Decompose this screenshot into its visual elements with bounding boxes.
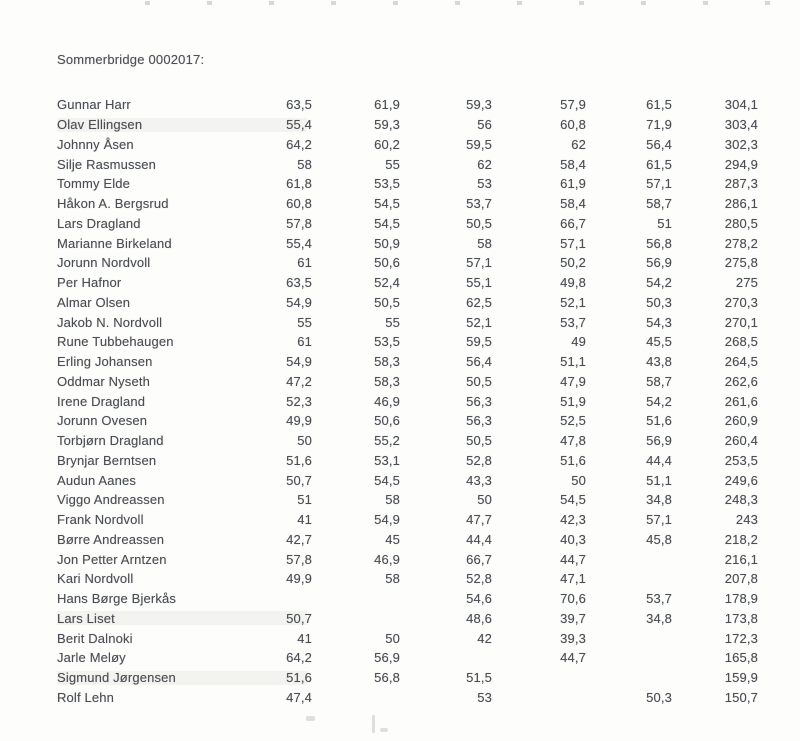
score-cell-1: 64,2 [286,650,312,666]
table-row [57,115,758,135]
score-cell-5: 44,4 [646,452,672,468]
player-name: Håkon A. Bergsrud [57,196,169,212]
score-cell-2: 50,5 [374,294,400,310]
score-cell-4: 51,1 [560,354,586,370]
total-cell: 172,3 [724,630,758,646]
score-cell-3: 55,1 [466,275,492,291]
score-cell-1: 54,9 [286,294,312,310]
player-name: Almar Olsen [57,294,131,310]
score-cell-4: 49,8 [560,275,586,291]
table-row [57,312,758,332]
player-name: Brynjar Berntsen [57,452,157,468]
score-cell-1: 41 [297,512,312,528]
score-cell-2: 58,3 [374,373,400,389]
score-cell-5: 50,3 [646,294,672,310]
table-row [57,332,758,352]
score-cell-1: 54,9 [286,354,312,370]
player-name: Hans Børge Bjerkås [57,591,177,607]
score-cell-2: 53,5 [374,176,400,192]
score-cell-1: 61,8 [286,176,312,192]
player-name: Jorunn Nordvoll [57,255,151,271]
total-cell: 253,5 [724,452,758,468]
total-cell: 178,9 [724,591,758,607]
score-cell-1: 60,8 [286,196,312,212]
player-name: Rolf Lehn [57,689,114,705]
score-cell-1: 64,2 [286,136,312,152]
score-cell-1: 55,4 [286,117,312,133]
total-cell: 243 [735,512,758,528]
score-cell-1: 50,7 [286,472,312,488]
score-cell-5: 45,5 [646,334,672,350]
table-row [57,648,758,668]
player-name: Jakob N. Nordvoll [57,314,163,330]
scan-artifact [380,728,388,732]
score-cell-5: 57,1 [646,512,672,528]
table-row [57,490,758,510]
score-cell-4: 62 [571,136,586,152]
score-cell-3: 44,4 [466,531,492,547]
score-cell-5: 54,2 [646,393,672,409]
score-cell-3: 53 [477,689,492,705]
score-cell-4: 49 [571,334,586,350]
score-cell-2: 54,5 [374,196,400,212]
score-cell-2: 45 [385,531,400,547]
score-cell-3: 62,5 [466,294,492,310]
player-name: Jarle Meløy [57,650,126,666]
total-cell: 218,2 [724,531,758,547]
score-cell-1: 50 [297,433,312,449]
total-cell: 262,6 [724,373,758,389]
total-cell: 302,3 [724,136,758,152]
total-cell: 278,2 [724,235,758,251]
score-cell-3: 50 [477,492,492,508]
table-row [57,214,758,234]
table-row [57,569,758,589]
score-cell-3: 56,3 [466,413,492,429]
total-cell: 260,9 [724,413,758,429]
score-cell-4: 50,2 [560,255,586,271]
score-cell-3: 59,3 [466,97,492,113]
score-cell-1: 63,5 [286,97,312,113]
score-cell-1: 49,9 [286,413,312,429]
score-cell-5: 51,1 [646,472,672,488]
total-cell: 275,8 [724,255,758,271]
total-cell: 207,8 [724,571,758,587]
score-cell-5: 57,1 [646,176,672,192]
score-cell-1: 41 [297,630,312,646]
total-cell: 216,1 [724,551,758,567]
total-cell: 159,9 [724,670,758,686]
score-cell-3: 56,4 [466,354,492,370]
total-cell: 264,5 [724,354,758,370]
score-cell-1: 55,4 [286,235,312,251]
total-cell: 270,1 [724,314,758,330]
score-cell-2: 55 [385,156,400,172]
score-cell-5: 56,9 [646,255,672,271]
total-cell: 165,8 [724,650,758,666]
scan-artifact-top-edge [145,1,792,5]
score-cell-1: 51 [297,492,312,508]
score-cell-5: 56,9 [646,433,672,449]
table-row [57,293,758,313]
player-name: Audun Aanes [57,472,136,488]
player-name: Jon Petter Arntzen [57,551,167,567]
table-row [57,233,758,253]
table-row [57,391,758,411]
score-cell-1: 61 [297,255,312,271]
score-cell-4: 57,1 [560,235,586,251]
score-cell-5: 43,8 [646,354,672,370]
table-row [57,668,758,688]
score-cell-5: 45,8 [646,531,672,547]
score-cell-4: 52,1 [560,294,586,310]
score-cell-2: 46,9 [374,393,400,409]
score-cell-4: 70,6 [560,591,586,607]
player-name: Tommy Elde [57,176,131,192]
score-cell-1: 47,4 [286,689,312,705]
table-row [57,253,758,273]
player-name: Silje Rasmussen [57,156,157,172]
player-name: Erling Johansen [57,354,153,370]
table-row [57,174,758,194]
score-cell-2: 53,1 [374,452,400,468]
score-cell-4: 47,1 [560,571,586,587]
table-row [57,530,758,550]
results-table [57,95,758,707]
table-row [57,411,758,431]
score-cell-3: 57,1 [466,255,492,271]
total-cell: 286,1 [724,196,758,212]
table-row [57,154,758,174]
score-cell-5: 61,5 [646,156,672,172]
score-cell-2: 58 [385,492,400,508]
table-row [57,431,758,451]
player-name: Rune Tubbehaugen [57,334,174,350]
player-name: Johnny Åsen [57,136,134,152]
score-cell-4: 54,5 [560,492,586,508]
player-name: Viggo Andreassen [57,492,165,508]
score-cell-4: 60,8 [560,117,586,133]
score-cell-1: 57,8 [286,215,312,231]
score-cell-4: 39,7 [560,610,586,626]
total-cell: 280,5 [724,215,758,231]
score-cell-2: 54,9 [374,512,400,528]
player-name: Børre Andreassen [57,531,165,547]
score-cell-4: 57,9 [560,97,586,113]
total-cell: 287,3 [724,176,758,192]
score-cell-5: 54,3 [646,314,672,330]
player-name: Gunnar Harr [57,97,131,113]
score-cell-4: 51,6 [560,452,586,468]
score-cell-3: 59,5 [466,334,492,350]
score-cell-5: 61,5 [646,97,672,113]
score-cell-5: 34,8 [646,610,672,626]
table-row [57,589,758,609]
player-name: Marianne Birkeland [57,235,172,251]
score-cell-3: 62 [477,156,492,172]
score-cell-1: 51,6 [286,452,312,468]
score-cell-4: 42,3 [560,512,586,528]
score-cell-5: 51 [657,215,672,231]
total-cell: 150,7 [724,689,758,705]
table-row [57,549,758,569]
score-cell-4: 58,4 [560,156,586,172]
score-cell-3: 53,7 [466,196,492,212]
score-cell-1: 42,7 [286,531,312,547]
score-cell-2: 58 [385,571,400,587]
score-cell-5: 34,8 [646,492,672,508]
table-row [57,628,758,648]
table-row [57,451,758,471]
table-row [57,95,758,115]
score-cell-4: 61,9 [560,176,586,192]
player-name: Sigmund Jørgensen [57,670,176,686]
score-cell-3: 66,7 [466,551,492,567]
score-cell-1: 61 [297,334,312,350]
table-row [57,609,758,629]
total-cell: 294,9 [724,156,758,172]
score-cell-4: 52,5 [560,413,586,429]
score-cell-1: 63,5 [286,275,312,291]
score-cell-1: 49,9 [286,571,312,587]
player-name: Per Hafnor [57,275,122,291]
table-row [57,470,758,490]
score-cell-3: 43,3 [466,472,492,488]
score-cell-2: 55 [385,314,400,330]
table-row [57,372,758,392]
score-cell-1: 57,8 [286,551,312,567]
score-cell-2: 55,2 [374,433,400,449]
player-name: Lars Liset [57,610,115,626]
scan-artifact [306,716,315,721]
score-cell-3: 56 [477,117,492,133]
scan-artifact [372,715,375,733]
player-name: Torbjørn Dragland [57,433,164,449]
document-body [57,52,758,707]
score-cell-3: 52,8 [466,571,492,587]
total-cell: 260,4 [724,433,758,449]
score-cell-3: 52,1 [466,314,492,330]
table-row [57,688,758,708]
score-cell-4: 47,9 [560,373,586,389]
score-cell-2: 53,5 [374,334,400,350]
score-cell-2: 56,9 [374,650,400,666]
total-cell: 275 [735,275,758,291]
score-cell-1: 47,2 [286,373,312,389]
score-cell-2: 61,9 [374,97,400,113]
score-cell-5: 58,7 [646,196,672,212]
score-cell-3: 50,5 [466,433,492,449]
score-cell-4: 53,7 [560,314,586,330]
score-cell-2: 50 [385,630,400,646]
score-cell-3: 50,5 [466,373,492,389]
player-name: Lars Dragland [57,215,141,231]
score-cell-3: 59,5 [466,136,492,152]
score-cell-3: 53 [477,176,492,192]
score-cell-3: 50,5 [466,215,492,231]
score-cell-3: 47,7 [466,512,492,528]
player-name: Berit Dalnoki [57,630,133,646]
score-cell-3: 51,5 [466,670,492,686]
score-cell-2: 50,6 [374,255,400,271]
score-cell-3: 56,3 [466,393,492,409]
table-row [57,194,758,214]
score-cell-5: 53,7 [646,591,672,607]
score-cell-5: 56,4 [646,136,672,152]
total-cell: 303,4 [724,117,758,133]
table-row [57,510,758,530]
score-cell-4: 66,7 [560,215,586,231]
total-cell: 248,3 [724,492,758,508]
score-cell-2: 54,5 [374,215,400,231]
score-cell-3: 58 [477,235,492,251]
total-cell: 173,8 [724,610,758,626]
score-cell-4: 40,3 [560,531,586,547]
player-name: Oddmar Nyseth [57,373,150,389]
total-cell: 268,5 [724,334,758,350]
table-row [57,352,758,372]
score-cell-2: 54,5 [374,472,400,488]
score-cell-2: 59,3 [374,117,400,133]
score-cell-5: 54,2 [646,275,672,291]
score-cell-2: 50,6 [374,413,400,429]
score-cell-2: 50,9 [374,235,400,251]
score-cell-4: 39,3 [560,630,586,646]
total-cell: 304,1 [724,97,758,113]
total-cell: 270,3 [724,294,758,310]
score-cell-1: 58 [297,156,312,172]
score-cell-5: 71,9 [646,117,672,133]
score-cell-5: 50,3 [646,689,672,705]
score-cell-4: 50 [571,472,586,488]
score-cell-2: 46,9 [374,551,400,567]
table-row [57,273,758,293]
score-cell-1: 50,7 [286,610,312,626]
table-row [57,135,758,155]
player-name: Olav Ellingsen [57,117,143,133]
total-cell: 261,6 [724,393,758,409]
score-cell-4: 47,8 [560,433,586,449]
score-cell-1: 52,3 [286,393,312,409]
score-cell-2: 52,4 [374,275,400,291]
score-cell-3: 54,6 [466,591,492,607]
score-cell-2: 56,8 [374,670,400,686]
score-cell-1: 55 [297,314,312,330]
document-title: Sommerbridge 0002017: [57,52,205,67]
player-name: Jorunn Ovesen [57,413,148,429]
score-cell-4: 58,4 [560,196,586,212]
score-cell-5: 56,8 [646,235,672,251]
score-cell-2: 60,2 [374,136,400,152]
player-name: Frank Nordvoll [57,512,144,528]
score-cell-4: 51,9 [560,393,586,409]
score-cell-5: 51,6 [646,413,672,429]
total-cell: 249,6 [724,472,758,488]
score-cell-2: 58,3 [374,354,400,370]
player-name: Irene Dragland [57,393,146,409]
score-cell-1: 51,6 [286,670,312,686]
score-cell-3: 48,6 [466,610,492,626]
player-name: Kari Nordvoll [57,571,134,587]
score-cell-3: 52,8 [466,452,492,468]
score-cell-4: 44,7 [560,650,586,666]
score-cell-3: 42 [477,630,492,646]
score-cell-4: 44,7 [560,551,586,567]
score-cell-5: 58,7 [646,373,672,389]
